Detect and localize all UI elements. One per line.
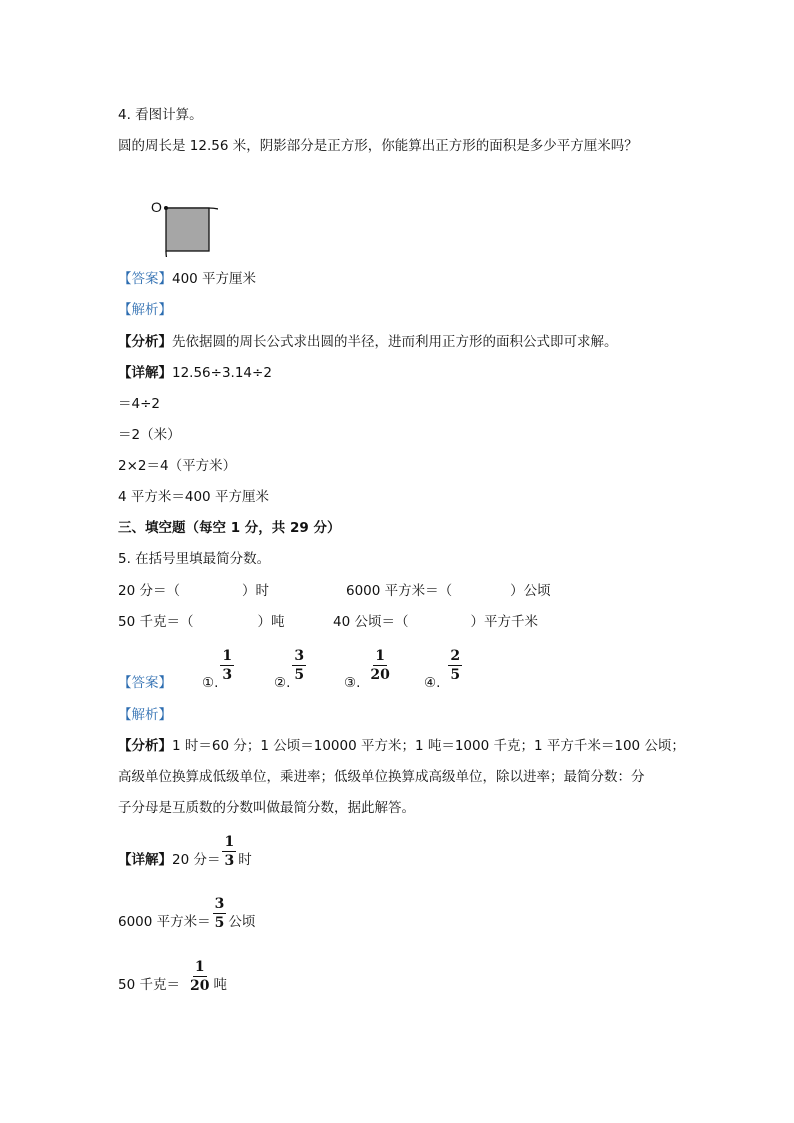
shaded-square [166, 208, 209, 251]
section-title: 三、填空题（每空 1 分，共 29 分） [118, 520, 341, 536]
answer-3: ③. $\frac{1}{20}$ [344, 647, 390, 691]
step-5: 4 平方米＝400 平方厘米 [118, 489, 269, 505]
answer-text: 400 平方厘米 [172, 271, 257, 287]
q5-item-1: 20 分＝（ ）时 [118, 583, 269, 599]
q4-fenxi [118, 333, 618, 351]
fenxi-tag: 【分析】 [118, 334, 172, 350]
q5-answer-tag: 【答案】 [118, 675, 172, 691]
q5-title: 5. 在括号里填最简分数。 [118, 551, 271, 567]
detail-tag: 【详解】 [118, 365, 172, 381]
detail-line-2: 6000 平方米＝ $\frac{3}{5}$ 公顷 [118, 896, 256, 931]
answer-4: ④. $\frac{2}{5}$ [424, 647, 461, 691]
center-label: O [151, 199, 162, 215]
q4-text: 圆的周长是 12.56 米，阴影部分是正方形，你能算出正方形的面积是多少平方厘米吗？ [118, 138, 638, 154]
q5-item-2: 6000 平方米＝（ ）公顷 [346, 583, 551, 599]
q4-analysis-tag: 【解析】 [118, 302, 172, 318]
q4-detail [118, 364, 272, 382]
step-4: 2×2＝4（平方米） [118, 458, 237, 474]
step-2: ＝4÷2 [118, 396, 160, 412]
detail-line-3: 50 千克＝ $\frac{1}{20}$ 吨 [118, 959, 227, 994]
step-1: 12.56÷3.14÷2 [172, 365, 272, 381]
circle-square-figure [118, 165, 218, 257]
answer-1: ①. $\frac{1}{3}$ [202, 647, 233, 691]
q4-answer [118, 270, 256, 288]
fenxi-text: 先依据圆的周长公式求出圆的半径，进而利用正方形的面积公式即可求解。 [172, 334, 618, 350]
q5-fenxi-1: 【分析】1 时＝60 分；1 公顷＝10000 平方米；1 吨＝1000 千克；1 平方千米＝100 公顷； [118, 738, 685, 754]
q5-fenxi-3: 子分母是互质数的分数叫做最简分数，据此解答。 [118, 800, 415, 816]
q5-fenxi-2: 高级单位换算成低级单位，乘进率；低级单位换算成高级单位，除以进率；最简分数：分 [118, 769, 645, 785]
answer-tag: 【答案】 [118, 271, 172, 287]
detail-line-1: 【详解】 20 分＝ $\frac{1}{3}$ 时 [118, 834, 252, 869]
q5-item-4: 40 公顷＝（ ）平方千米 [333, 614, 538, 630]
answer-2: ②. $\frac{3}{5}$ [274, 647, 305, 691]
center-dot [164, 206, 168, 210]
q5-analysis-tag: 【解析】 [118, 707, 172, 723]
step-3: ＝2（米） [118, 427, 181, 443]
q4-title: 4. 看图计算。 [118, 107, 203, 123]
q5-item-3: 50 千克＝（ ）吨 [118, 614, 285, 630]
